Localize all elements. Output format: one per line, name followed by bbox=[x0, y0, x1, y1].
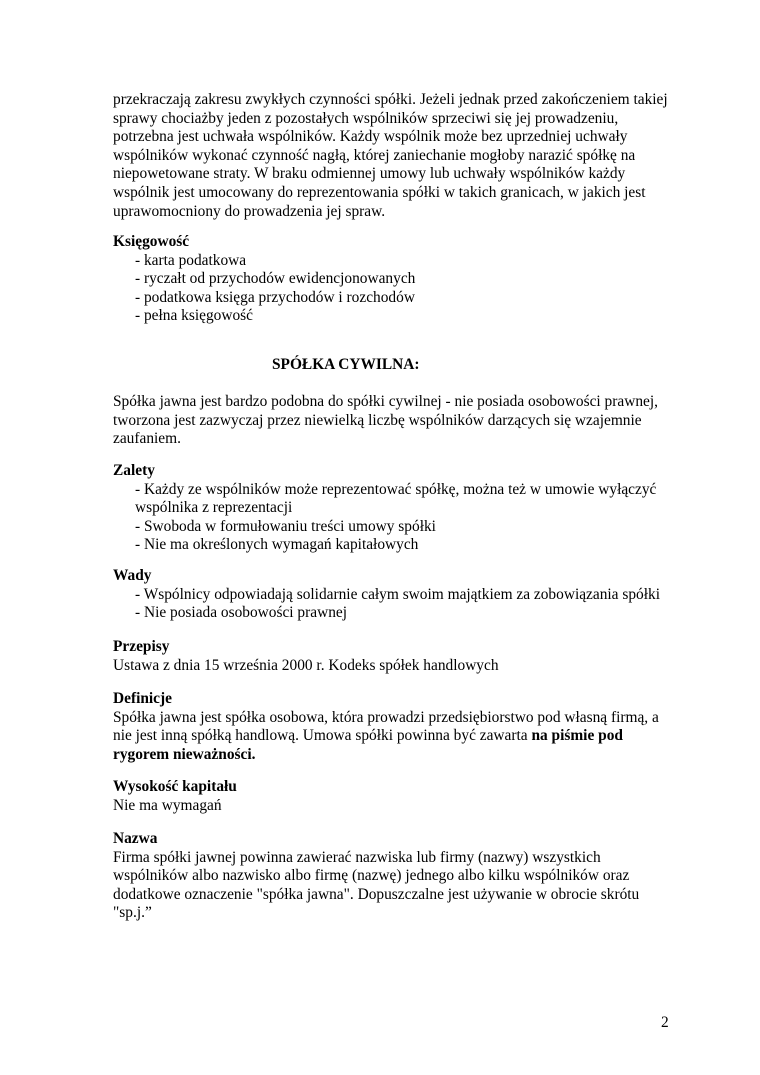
section-heading: Wysokość kapitału bbox=[113, 778, 237, 795]
bold-text: rygorem nieważności. bbox=[113, 745, 256, 763]
section-title: SPÓŁKA CYWILNA: bbox=[272, 356, 420, 373]
section-heading: Przepisy bbox=[113, 638, 170, 655]
kapital-section bbox=[113, 778, 673, 815]
text-span: nie jest inną spółką handlową. Umowa spółki powinna być zawarta bbox=[113, 727, 532, 745]
section-heading: Definicje bbox=[113, 690, 172, 707]
intro-paragraph bbox=[113, 91, 673, 221]
list-item: - Nie posiada osobowości prawnej bbox=[135, 604, 347, 622]
text-line: niepowetowane straty. W braku odmiennej umowy lub uchwały wspólników każdy bbox=[113, 165, 626, 183]
page-number: 2 bbox=[661, 1014, 669, 1031]
bold-text: na piśmie pod bbox=[531, 727, 623, 745]
ksiegowosc-section bbox=[113, 233, 673, 326]
wady-section bbox=[113, 567, 673, 623]
list-item: - pełna księgowość bbox=[135, 307, 253, 325]
wady-list bbox=[113, 586, 673, 623]
description-paragraph bbox=[113, 393, 673, 449]
ksiegowosc-list bbox=[113, 252, 673, 326]
text-line bbox=[113, 727, 673, 746]
text-line: Spółka jawna jest bardzo podobna do spółki cywilnej - nie posiada osobowości prawnej, bbox=[113, 393, 658, 410]
list-item: - podatkowa księga przychodów i rozchodów bbox=[135, 288, 415, 306]
text-line: przekraczają zakresu zwykłych czynności spółki. Jeżeli jednak przed zakończeniem takiej bbox=[113, 91, 668, 108]
text-line: sprawy chociażby jeden z pozostałych wspólników sprzeciwi się jej prowadzeniu, bbox=[113, 109, 619, 127]
text-line: wspólników wykonać czynność nagłą, której zaniechanie mogłoby narazić spółkę na bbox=[113, 146, 636, 164]
definicje-section bbox=[113, 690, 673, 764]
list-item: wspólnika z reprezentacji bbox=[135, 499, 293, 517]
section-heading: Zalety bbox=[113, 462, 155, 479]
nazwa-section bbox=[113, 830, 673, 923]
text-line: potrzebna jest uchwała wspólników. Każdy wspólnik może bez uprzedniej uchwały bbox=[113, 128, 628, 146]
zalety-section bbox=[113, 462, 673, 555]
text-line: wspólnik jest umocowany do reprezentowania spółki w takich granicach, w jakich jest bbox=[113, 183, 646, 201]
text-line: dodatkowe oznaczenie "spółka jawna". Dopuszczalne jest używanie w obrocie skrótu bbox=[113, 885, 640, 903]
section-heading: Wady bbox=[113, 567, 152, 584]
przepisy-text: Ustawa z dnia 15 września 2000 r. Kodeks spółek handlowych bbox=[113, 656, 499, 674]
list-item: - Nie ma określonych wymagań kapitałowych bbox=[135, 536, 419, 554]
text-line: wspólników albo nazwisko albo firmę (nazwę) jednego albo kilku wspólników oraz bbox=[113, 867, 630, 885]
text-line: Firma spółki jawnej powinna zawierać nazwiska lub firmy (nazwy) wszystkich bbox=[113, 848, 601, 866]
section-heading: Księgowość bbox=[113, 233, 190, 250]
text-line: tworzona jest zazwyczaj przez niewielką liczbę wspólników darzących się wzajemnie bbox=[113, 411, 642, 429]
text-line: "sp.j.” bbox=[113, 904, 152, 922]
list-item: - ryczałt od przychodów ewidencjonowanych bbox=[135, 270, 416, 288]
list-item: - karta podatkowa bbox=[135, 251, 247, 269]
kapital-text: Nie ma wymagań bbox=[113, 796, 222, 814]
section-heading: Nazwa bbox=[113, 830, 158, 847]
list-item: - Swoboda w formułowaniu treści umowy spółki bbox=[135, 517, 436, 535]
text-line: zaufaniem. bbox=[113, 430, 181, 448]
text-line: uprawomocniony do prowadzenia jej spraw. bbox=[113, 202, 386, 220]
przepisy-section bbox=[113, 638, 673, 675]
zalety-list bbox=[113, 481, 673, 555]
list-item: - Wspólnicy odpowiadają solidarnie całym swoim majątkiem za zobowiązania spółki bbox=[135, 585, 660, 603]
text-line: Spółka jawna jest spółka osobowa, która prowadzi przedsiębiorstwo pod własną firmą, a bbox=[113, 708, 659, 726]
list-item: - Każdy ze wspólników może reprezentować spółkę, można też w umowie wyłączyć bbox=[135, 480, 657, 498]
